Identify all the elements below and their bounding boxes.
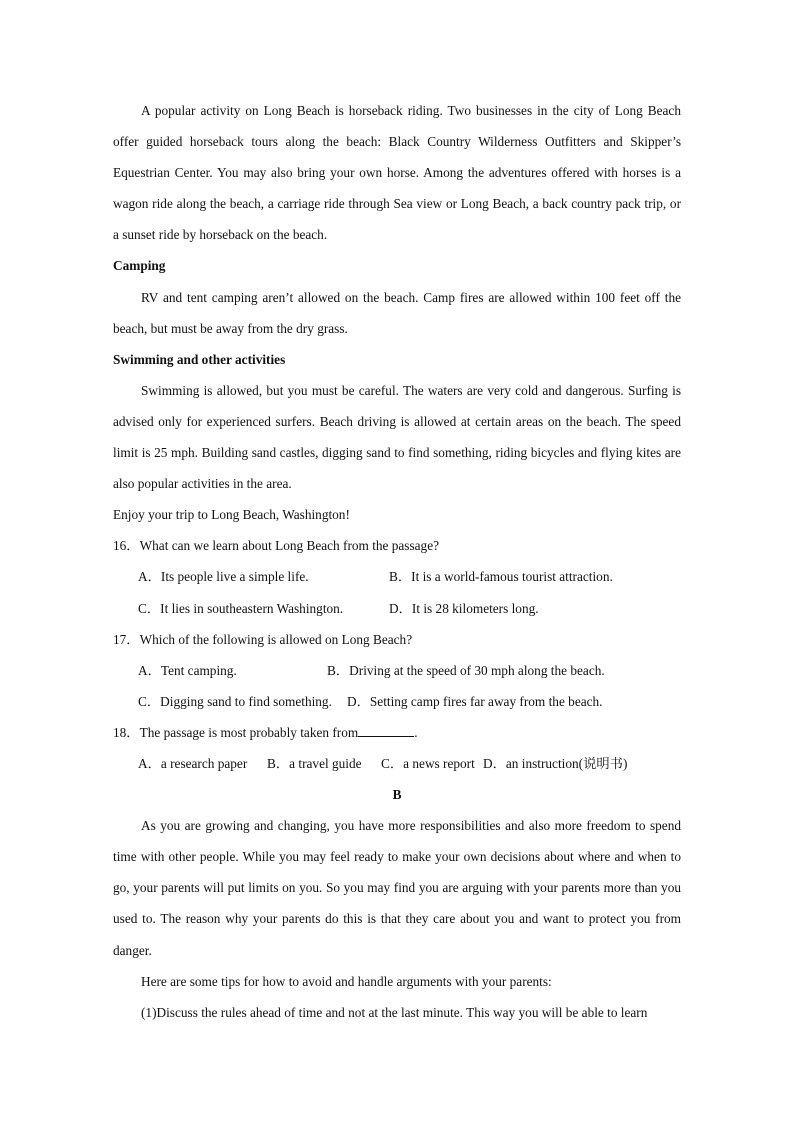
section-b-label: B: [392, 787, 402, 803]
closing-line: Enjoy your trip to Long Beach, Washington!: [113, 507, 350, 523]
camping-paragraph: RV and tent camping aren’t allowed on the beach. Camp fires are allowed within 100 feet off the beach, but must be away from the dry grass.: [113, 289, 681, 336]
question-16-options-row-1: [113, 561, 681, 592]
option-16-b[interactable]: B．It is a world-famous tourist attraction.: [389, 569, 613, 585]
question-16-stem: 16．What can we learn about Long Beach from the passage?: [113, 538, 440, 554]
camping-heading: Camping: [113, 258, 166, 274]
swimming-paragraph: Swimming is allowed, but you must be careful. The waters are very cold and dangerous. Surfing is advised only for experienced surfers. Beach driving is allowed at certain areas on the beach. The speed limit is 25 mph. Building sand castles, digging sand to find something, riding bicycles and flying kites are also popular activities in the area.: [113, 382, 681, 492]
option-18-c[interactable]: C．a news report: [381, 755, 475, 771]
option-18-b[interactable]: B．a travel guide: [267, 755, 362, 771]
option-16-c[interactable]: C．It lies in southeastern Washington.: [138, 600, 344, 616]
document-page: [113, 95, 681, 1028]
swimming-heading: Swimming and other activities: [113, 351, 286, 367]
question-18-options-row: [113, 748, 681, 779]
option-18-a[interactable]: A．a research paper: [138, 755, 248, 771]
option-17-c[interactable]: C．Digging sand to find something.: [138, 693, 332, 709]
intro-paragraph: A popular activity on Long Beach is horseback riding. Two businesses in the city of Long Beach offer guided horseback tours along the beach: Black Country Wilderness Outfitters and Skipper’s Equestrian Center. You may also bring your own horse. Among the adventures offered with horses is a wagon ride along the beach, a carriage ride through Sea view or Long Beach, a back country pack trip, or a sunset ride by horseback on the beach.: [113, 103, 681, 243]
question-17-stem: 17．Which of the following is allowed on Long Beach?: [113, 631, 413, 647]
passage-b-paragraph-1: As you are growing and changing, you have more responsibilities and also more freedom to spend time with other people. While you may feel ready to make your own decisions about where and when to go, your parents will put limits on you. So you may find you are arguing with your parents more than you used to. The reason why your parents do this is that they care about you and want to protect you from danger.: [113, 818, 681, 958]
question-17-options-row-2: [113, 686, 681, 717]
option-16-d[interactable]: D．It is 28 kilometers long.: [389, 600, 539, 616]
passage-b-paragraph-3: (1)Discuss the rules ahead of time and not at the last minute. This way you will be able to learn: [141, 1004, 648, 1020]
option-16-a[interactable]: A．Its people live a simple life.: [138, 569, 309, 585]
question-18-stem-end: .: [414, 724, 418, 740]
option-17-d[interactable]: D．Setting camp fires far away from the beach.: [347, 693, 603, 709]
passage-b-paragraph-2: Here are some tips for how to avoid and handle arguments with your parents:: [141, 973, 552, 989]
option-17-b[interactable]: B．Driving at the speed of 30 mph along the beach.: [327, 662, 605, 678]
question-18-stem: [113, 717, 681, 748]
question-17-options-row-1: [113, 655, 681, 686]
answer-blank: [358, 722, 414, 737]
question-18-stem-text: 18．The passage is most probably taken from: [113, 724, 359, 740]
question-16-options-row-2: [113, 593, 681, 624]
option-17-a[interactable]: A．Tent camping.: [138, 662, 237, 678]
option-18-d[interactable]: D．an instruction(说明书): [483, 755, 628, 771]
